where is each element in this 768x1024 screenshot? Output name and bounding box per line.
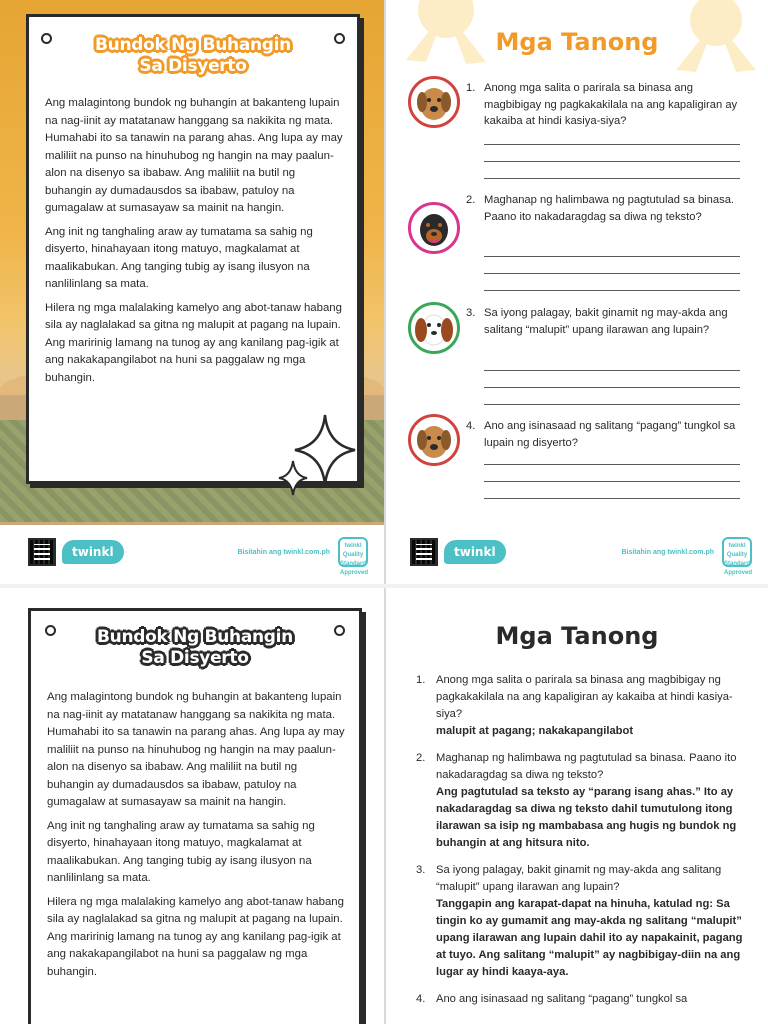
question-text [466,80,738,130]
story-page-illustrated [0,0,384,582]
story-title-line2: Sa Disyerto [141,648,249,668]
story-title [31,627,359,669]
question-body: Maghanap ng halimbawa ng pagtutulad sa binasa. Paano ito nakadaragdag sa diwa ng teksto? [484,194,735,223]
question-text [466,192,738,225]
qr-code-icon [410,538,438,566]
story-paragraph: Ang init ng tanghaling araw ay tumatama sa sahig ng disyerto, hinahayaan itong matuyo, magkalamat at maalikabukan. Ang tanging tubig ay isang ilusyon na nanlilinlang sa mata. [45,225,313,290]
answer-text: Tanggapin ang karapat-dapat na hinuha, katulad ng: Sa tingin ko ay gumamit ang may-akda ng salitang “malupit” upang ilarawan ang lupain dahil ito ay napakainit, pagang at tuyo. Ang salitang “malupit” ay nagbibigay-diin na ang lugar ay hindi kaaya-aya. [436,898,743,978]
question-number: 1. [466,82,476,94]
answer-text: Ang pagtutulad sa teksto ay “parang isang ahas.” Ito ay nakadaragdag sa diwa ng teksto dahil tumutulong itong ilarawan sa isip ng mambabasa ang hugis ng bundok ng buhangin at ang hitsura nito. [436,786,737,849]
answer-line[interactable] [484,370,740,371]
answer-line[interactable] [484,464,740,465]
story-title-line2: Sa Disyerto [139,56,247,76]
answer-line[interactable] [484,256,740,257]
story-paragraph: Ang init ng tanghaling araw ay tumatama sa sahig ng disyerto, hinahayaan itong matuyo, magkalamat at maalikabukan. Ang tanging tubig ay isang ilusyon na nanlilinlang sa mata. [47,819,315,884]
dog-icon [408,414,460,466]
twinkl-logo: twinkl [444,540,506,564]
story-paragraph: Hilera ng mga malalaking kamelyo ang abot-tanaw habang sila ay naglalakad sa gitna ng malupit at pagang na lupain. Ang maririnig lamang na tunog ay ang kanilang pag-igik at ang nakakapangilabot na huni sa paggalaw ng mga buhangin. [45,301,342,384]
story-paragraph: Ang malagintong bundok ng buhangin at bakanteng lupain na nag-iinit ay matatanaw hanggang sa nakikita ng mata. Humahabi ito sa tanawin na parang ahas. Ang lupa ay may maliliit na punso na hinuhubog ng hangin na may paalun-alon na disenyo sa ibabaw. Ang maliliit na butil ng buhangin ay dumadausdos sa ibabaw, patuloy na gumagalaw at sumasayaw sa mainit na hangin. [47,691,345,808]
question-number: 2. [466,194,476,206]
qr-code-icon [28,538,56,566]
answer-line[interactable] [484,498,740,499]
answer-line[interactable] [484,481,740,482]
answers-title: Mga Tanong [495,622,659,650]
dog-icon [408,302,460,354]
answers-page [386,590,768,1024]
answer-line[interactable] [484,144,740,145]
story-title-line1: Bundok Ng Buhangin [97,627,293,647]
question-number: 1. [416,674,426,686]
question-body: Sa iyong palagay, bakit ginamit ng may-akda ang salitang “malupit” upang ilarawan ang lupain? [484,307,728,336]
quality-badge: twinkl Quality Standard Approved [722,537,752,567]
question-text [466,305,738,338]
visit-link[interactable]: Bisitahin ang twinkl.com.ph [237,548,330,556]
question-body: Maghanap ng halimbawa ng pagtutulad sa binasa. Paano ito nakadaragdag sa diwa ng teksto? [436,752,737,781]
list-item [416,862,746,981]
question-number: 2. [416,752,426,764]
question-body: Ano ang isinasaad ng salitang “pagang” tungkol sa [436,993,688,1005]
visit-link[interactable]: Bisitahin ang twinkl.com.ph [621,548,714,556]
questions-title: Mga Tanong [495,28,659,56]
answer-line[interactable] [484,387,740,388]
question-body: Ano ang isinasaad ng salitang “pagang” tungkol sa lupain ng disyerto? [484,420,736,449]
question-body: Anong mga salita o parirala sa binasa ang magbibigay ng pagkakakilala na ang kapaligiran ay kakaiba at hindi kasiya-siya? [436,674,733,720]
question-number: 4. [416,993,426,1005]
story-body [47,689,347,987]
list-item [416,672,746,740]
answer-line[interactable] [484,404,740,405]
questions-page-illustrated [386,0,768,582]
story-page-plain [0,590,384,1024]
question-body: Anong mga salita o parirala sa binasa ang magbibigay ng pagkakakilala na ang kapaligiran ay kakaiba at hindi kasiya-siya? [484,82,738,127]
answer-line[interactable] [484,290,740,291]
answer-line[interactable] [484,178,740,179]
question-body: Sa iyong palagay, bakit ginamit ng may-akda ang salitang “malupit” upang ilarawan ang lupain? [436,864,722,893]
story-title-line1: Bundok Ng Buhangin [95,35,291,55]
question-text [466,418,738,451]
question-number: 3. [416,864,426,876]
quality-badge: twinkl Quality Standard Approved [338,537,368,567]
story-body [45,95,345,393]
dog-icon [408,202,460,254]
answer-text: malupit at pagang; nakakapangilabot [436,725,634,737]
question-number: 4. [466,420,476,432]
story-title [29,35,357,77]
story-paragraph: Ang malagintong bundok ng buhangin at bakanteng lupain na nag-iinit ay matatanaw hanggang sa nakikita ng mata. Humahabi ito sa tanawin na parang ahas. Ang lupa ay may maliliit na punso na hinuhubog ng hangin na may paalun-alon na disenyo sa ibabaw. Ang maliliit na butil ng buhangin ay dumadausdos sa ibabaw, patuloy na gumagalaw at sumasayaw sa mainit na hangin. [45,97,343,214]
list-item [416,991,746,1008]
answer-list [416,672,746,1018]
answer-line[interactable] [484,273,740,274]
footer [0,530,384,574]
list-item [416,750,746,852]
dog-icon [408,76,460,128]
footer [386,530,768,574]
sparkle-icon [276,458,310,498]
question-number: 3. [466,307,476,319]
answer-line[interactable] [484,161,740,162]
story-card [28,608,362,1024]
twinkl-logo: twinkl [62,540,124,564]
horizontal-divider [0,584,768,588]
story-paragraph: Hilera ng mga malalaking kamelyo ang abot-tanaw habang sila ay naglalakad sa gitna ng malupit at pagang na lupain. Ang maririnig lamang na tunog ay ang kanilang pag-igik at ang nakakapangilabot na huni sa paggalaw ng mga buhangin. [47,895,344,978]
